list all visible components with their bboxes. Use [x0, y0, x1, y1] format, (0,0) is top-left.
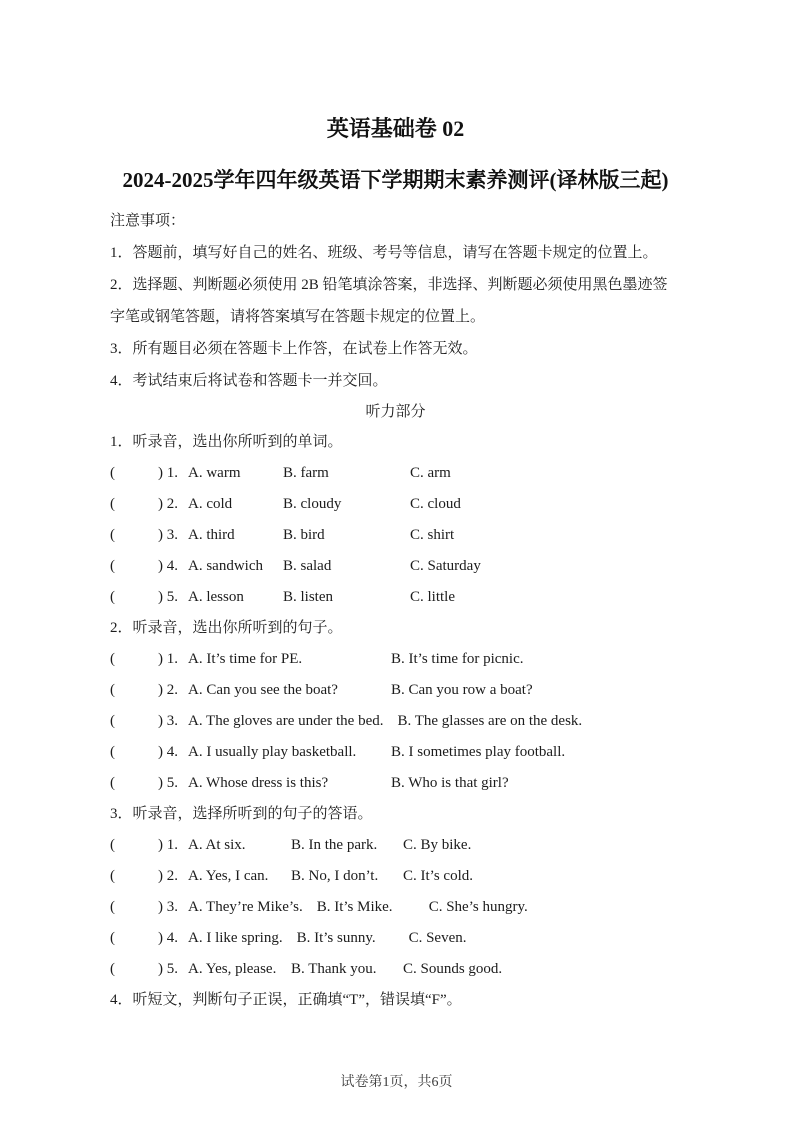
option-c: C. It’s cold. — [403, 868, 473, 884]
option-a: A. warm — [188, 465, 241, 481]
answer-paren-open-icon: ( — [110, 868, 115, 884]
option-a: A. Whose dress is this? — [188, 775, 329, 791]
question-row — [110, 644, 681, 675]
question-row — [110, 675, 681, 706]
option-a: A. Can you see the boat? — [188, 682, 338, 698]
question-row — [110, 520, 681, 551]
option-b: B. In the park. — [291, 837, 378, 853]
answer-paren-open-icon: ( — [110, 837, 115, 853]
question-row — [110, 768, 681, 799]
option-c: C. Sounds good. — [403, 961, 503, 977]
option-b: B. It’s Mike. — [316, 899, 393, 915]
option-a: A. They’re Mike’s. — [188, 899, 303, 915]
option-b: B. The glasses are on the desk. — [397, 713, 583, 729]
option-b: B. No, I don’t. — [291, 868, 379, 884]
question-row — [110, 582, 681, 613]
question-row — [110, 737, 681, 768]
question-number: ) 1. — [158, 651, 178, 667]
option-a: A. Yes, please. — [188, 961, 277, 977]
question-number: ) 4. — [158, 744, 178, 760]
option-a: A. I usually play basketball. — [188, 744, 357, 760]
question-number: ) 2. — [158, 868, 178, 884]
question-number: ) 4. — [158, 930, 178, 946]
answer-paren-open-icon: ( — [110, 465, 115, 481]
answer-paren-open-icon: ( — [110, 713, 115, 729]
question-number: ) 3. — [158, 713, 178, 729]
option-a: A. lesson — [188, 589, 244, 605]
question-number: ) 2. — [158, 682, 178, 698]
option-a: A. cold — [188, 496, 233, 512]
option-b: B. Who is that girl? — [391, 775, 509, 791]
answer-paren-open-icon: ( — [110, 899, 115, 915]
answer-paren-open-icon: ( — [110, 589, 115, 605]
question-row — [110, 706, 681, 737]
section-title: 3．听录音，选择所听到的句子的答语。 — [110, 806, 373, 822]
option-c: C. cloud — [410, 496, 461, 512]
question-row — [110, 923, 681, 954]
answer-paren-open-icon: ( — [110, 682, 115, 698]
question-number: ) 5. — [158, 775, 178, 791]
option-c: C. little — [410, 589, 455, 605]
section-title: 2．听录音，选出你所听到的句子。 — [110, 620, 343, 636]
option-b: B. farm — [283, 465, 329, 481]
option-a: A. At six. — [188, 837, 246, 853]
option-a: A. third — [188, 527, 235, 543]
notice-item: 1．答题前，填写好自己的姓名、班级、考号等信息，请写在答题卡规定的位置上。 — [110, 245, 658, 261]
section-title: 1．听录音，选出你所听到的单词。 — [110, 434, 343, 450]
notice-item: 2．选择题、判断题必须使用 2B 铅笔填涂答案，非选择、判断题必须使用黑色墨迹签字笔或钢笔答题，请将答案填写在答题卡规定的位置上。 — [110, 277, 668, 325]
question-number: ) 3. — [158, 899, 178, 915]
option-b: B. I sometimes play football. — [391, 744, 566, 760]
option-b: B. bird — [283, 527, 325, 543]
question-number: ) 4. — [158, 558, 178, 574]
option-b: B. listen — [283, 589, 334, 605]
option-b: B. It’s sunny. — [296, 930, 376, 946]
option-b: B. cloudy — [283, 496, 342, 512]
question-row — [110, 892, 681, 923]
listening-sections — [110, 427, 681, 1016]
answer-paren-open-icon: ( — [110, 558, 115, 574]
option-a: A. I like spring. — [188, 930, 283, 946]
answer-paren-open-icon: ( — [110, 651, 115, 667]
page-footer: 试卷第1页，共6页 — [340, 1075, 453, 1090]
notice-list — [110, 237, 681, 397]
answer-paren-open-icon: ( — [110, 775, 115, 791]
listening-heading: 听力部分 — [365, 404, 426, 420]
option-a: A. It’s time for PE. — [188, 651, 303, 667]
question-row — [110, 551, 681, 582]
answer-paren-open-icon: ( — [110, 496, 115, 512]
option-b: B. It’s time for picnic. — [391, 651, 524, 667]
answer-paren-open-icon: ( — [110, 930, 115, 946]
option-c: C. By bike. — [403, 837, 472, 853]
question-number: ) 1. — [158, 465, 178, 481]
option-c: C. Seven. — [408, 930, 467, 946]
notice-item: 4．考试结束后将试卷和答题卡一并交回。 — [110, 373, 388, 389]
option-a: A. sandwich — [188, 558, 263, 574]
notice-heading: 注意事项： — [110, 213, 186, 229]
option-b: B. Thank you. — [291, 961, 377, 977]
answer-paren-open-icon: ( — [110, 527, 115, 543]
question-row — [110, 458, 681, 489]
question-number: ) 2. — [158, 496, 178, 512]
question-number: ) 1. — [158, 837, 178, 853]
section-title: 4．听短文，判断句子正误，正确填“T”，错误填“F”。 — [110, 992, 462, 1008]
page-subtitle: 2024-2025学年四年级英语下学期期末素养测评(译林版三起) — [122, 168, 669, 192]
page-title: 英语基础卷 02 — [326, 116, 465, 141]
question-number: ) 3. — [158, 527, 178, 543]
option-b: B. Can you row a boat? — [391, 682, 533, 698]
option-c: C. Saturday — [410, 558, 481, 574]
answer-paren-open-icon: ( — [110, 961, 115, 977]
question-row — [110, 954, 681, 985]
question-row — [110, 861, 681, 892]
option-c: C. She’s hungry. — [428, 899, 528, 915]
option-a: A. The gloves are under the bed. — [188, 713, 384, 729]
question-number: ) 5. — [158, 589, 178, 605]
notice-item: 3．所有题目必须在答题卡上作答，在试卷上作答无效。 — [110, 341, 478, 357]
question-row — [110, 830, 681, 861]
option-c: C. shirt — [410, 527, 455, 543]
option-b: B. salad — [283, 558, 332, 574]
answer-paren-open-icon: ( — [110, 744, 115, 760]
question-row — [110, 489, 681, 520]
option-c: C. arm — [410, 465, 451, 481]
question-number: ) 5. — [158, 961, 178, 977]
option-a: A. Yes, I can. — [188, 868, 269, 884]
